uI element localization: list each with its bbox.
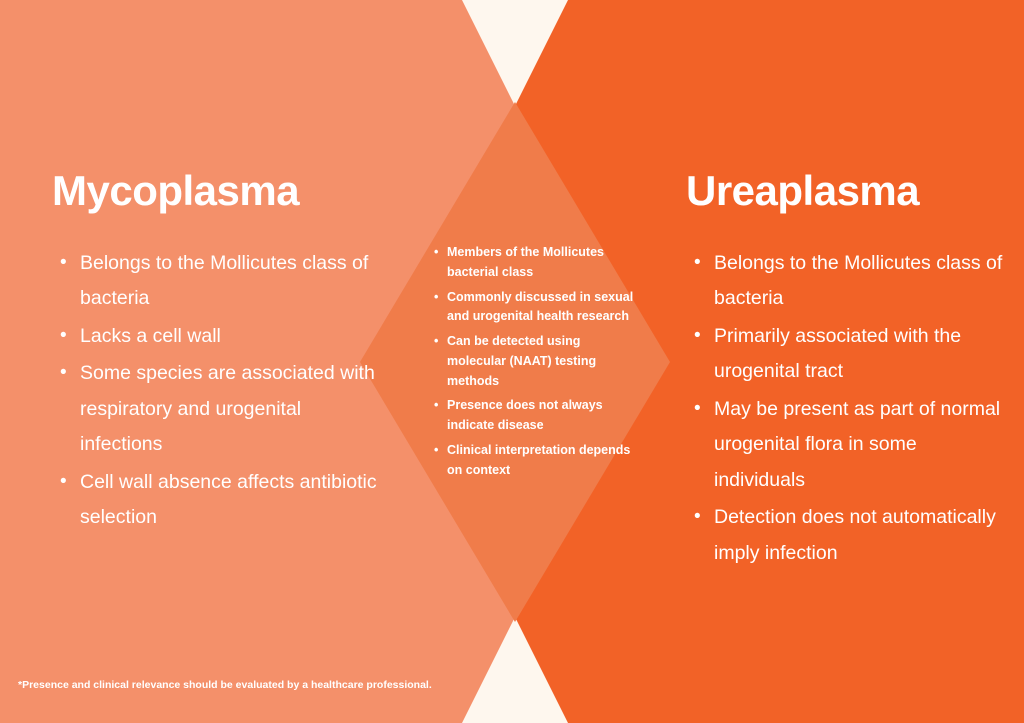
center-column: [430, 243, 635, 485]
list-item: • Cell wall absence affects antibiotic selection: [80, 465, 382, 536]
list-item: • Lacks a cell wall: [80, 319, 382, 354]
list-item: • Clinical interpretation depends on context: [447, 441, 635, 481]
left-bullet-list: [52, 246, 382, 536]
center-bullet-list: [430, 243, 635, 480]
right-bullet-list: [686, 246, 1006, 571]
footnote: *Presence and clinical relevance should be evaluated by a healthcare professional.: [18, 679, 432, 691]
list-item: • Members of the Mollicutes bacterial class: [447, 243, 635, 283]
left-column: [52, 167, 382, 538]
list-item: • Can be detected using molecular (NAAT) testing methods: [447, 332, 635, 391]
list-item: • Commonly discussed in sexual and urogenital health research: [447, 288, 635, 328]
list-item: • Primarily associated with the urogenital tract: [714, 319, 1006, 390]
list-item: • Detection does not automatically imply infection: [714, 500, 1006, 571]
list-item: • Belongs to the Mollicutes class of bacteria: [80, 246, 382, 317]
list-item: • Belongs to the Mollicutes class of bacteria: [714, 246, 1006, 317]
left-title: Mycoplasma: [52, 167, 300, 214]
list-item: • Presence does not always indicate disease: [447, 396, 635, 436]
right-column: [686, 167, 1006, 573]
list-item: • May be present as part of normal urogenital flora in some individuals: [714, 392, 1006, 498]
list-item: • Some species are associated with respiratory and urogenital infections: [80, 356, 382, 462]
right-title: Ureaplasma: [686, 167, 920, 214]
